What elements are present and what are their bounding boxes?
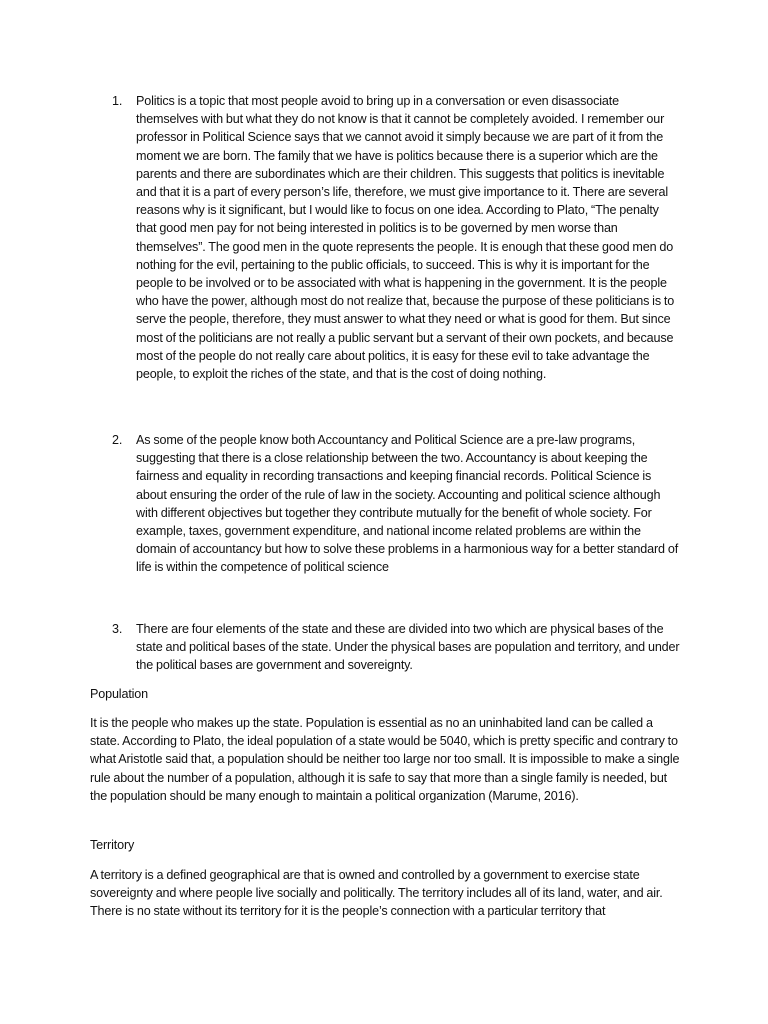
paragraph: Politics is a topic that most people avoid to bring up in a conversation or even disassociate themselves with but what they do not know is that it cannot be completely avoided. I remember our professor in Political Science says that we cannot avoid it simply because we are part of it from the moment we are born. The family that we have is politics because there is a superior which are the parents and there are subordinates which are their children. This suggests that politics is inevitable and that it is a part of every person’s life, therefore, we must give importance to it. There are several reasons why is it significant, but I would like to focus on one idea. According to Plato, “The penalty that good men pay for not being interested in politics is to be governed by men worse than themselves”. The good men in the quote represents the people. It is enough that these good men do nothing for the evil, pertaining to the public officials, to succeed. This is why it is important for the people to be involved or to be associated with what is happening in the government. It is the people who have the power, although most do not realize that, because the purpose of these politicians is to serve the people, therefore, they must answer to what they need or what is good for them. But since most of the politicians are not really a public servant but a servant of their own pockets, and because most of the people do not really care about politics, it is easy for these evil to take advantage the people, to exploit the riches of the state, and that is the cost of doing nothing. (136, 94, 675, 382)
paragraph-territory: A territory is a defined geographical are that is owned and controlled by a government to exercise state sovereignty and where people live socially and politically. The territory includes all of its land, water, and air. There is no state without its territory for it is the people’s connection with a particular territory that (90, 868, 663, 919)
list-item-1 (112, 92, 680, 383)
list-item-3 (112, 620, 680, 675)
section-heading-territory: Territory (90, 838, 135, 852)
section-heading-population: Population (90, 687, 149, 701)
paragraph-population: It is the people who makes up the state. Population is essential as no an uninhabited land can be called a state. According to Plato, the ideal population of a state would be 5040, which is pretty specific and contrary to what Aristotle said that, a population should be neither too large nor too small. It is impossible to make a single rule about the number of a population, although it is safe to say that more than a single family is needed, but the population should be many enough to maintain a political organization (Marume, 2016). (90, 716, 680, 803)
list-number: 3. (112, 622, 123, 636)
paragraph: There are four elements of the state and these are divided into two which are physical bases of the state and political bases of the state. Under the physical bases are population and territory, and under the political bases are government and sovereignty. (136, 622, 680, 673)
paragraph: As some of the people know both Accountancy and Political Science are a pre-law programs, suggesting that there is a close relationship between the two. Accountancy is about keeping the fairness and equality in recording transactions and keeping financial records. Political Science is about ensuring the order of the rule of law in the society. Accounting and political science although with different objectives but together they contribute mutually for the benefit of whole society. For example, taxes, government expenditure, and national income related problems are within the domain of accountancy but how to solve these problems in a harmonious way for a better standard of life is within the competence of political science (136, 433, 679, 575)
list-number: 2. (112, 433, 123, 447)
list-number: 1. (112, 94, 123, 108)
list-item-2 (112, 431, 680, 577)
